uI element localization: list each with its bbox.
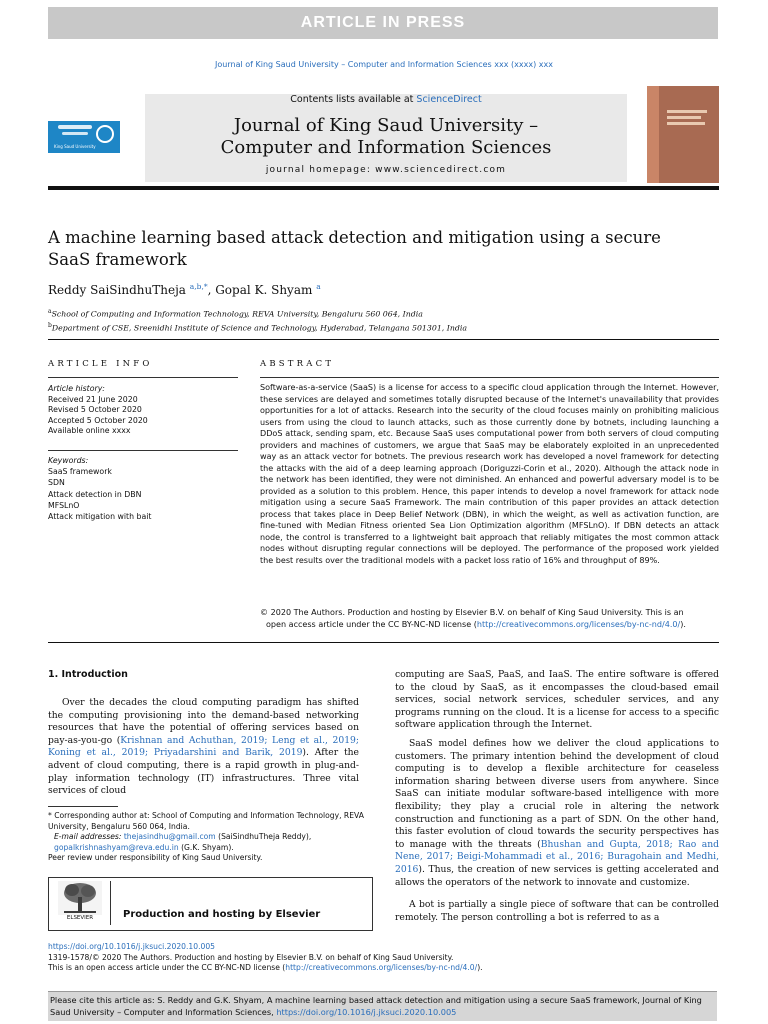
email-link[interactable]: thejasindhu@gmail.com [123,832,216,842]
keyword: MFSLnO [48,500,80,510]
article-in-press-banner: ARTICLE IN PRESS [48,7,718,39]
affiliations: $^a$School of Computing and Information Technology, REVA University, Bengaluru 560 064, India $^b$Department of CSE, Sreenidhi Institute of Science and Technology, Hyderabad, Telangana 501301, India [48,308,467,333]
homepage-link[interactable]: www.sciencedirect.com [375,165,507,175]
citation-box: Please cite this article as: S. Reddy and G.K. Shyam, A machine learning based attack detection and mitigation using a secure SaaS framework, Journal of King Saud University – Computer and Information Sciences, https://doi.org/10.1016/j.jksuci.2020.10.005 [48,991,717,1021]
article-history: Article history: Received 21 June 2020 Revised 5 October 2020 Accepted 5 October 2020 Available online xxxx [48,384,148,436]
license-link[interactable]: http://creativecommons.org/licenses/by-nc-nd/4.0/ [476,619,681,629]
divider [110,881,111,925]
university-logo: King Saud University [48,121,120,153]
journal-homepage: journal homepage: www.sciencedirect.com [265,165,507,175]
header-divider [48,186,719,190]
section-heading: 1. Introduction [48,669,128,680]
contents-line: Contents lists available at ScienceDirect [290,94,482,105]
doi-link[interactable]: https://doi.org/10.1016/j.jksuci.2020.10.005 [276,1007,457,1018]
abstract-text: Software-as-a-service (SaaS) is a license for access to a specific cloud application through the Internet. However, these services are delayed and sometimes totally disrupted because of the Internet's unavailability that provides opportunities for a lot of attacks. Research into the security of the cloud focuses mainly on prohibiting malicious users from using the cloud to launch attacks, such as those currently done by botnets, including launching a DDoS attack, sending spam, etc. Because SaaS uses computational power from both servers of cloud computing providers and machines of customers, we argue that SaaS may be elaborately exploited in an unprecedented way as an attack vector for botnets. The previous research work has developed a novel framework for detecting the attacks with the aid of a deep learning approach (Doriguzzi-Corin et al., 2020). Although the attack node in the network has been identified, they were not diminished. An enhanced and powerful adversary model is to be provided as a solution to this problem. Hence, this paper intends to develop a novel framework for attack node mitigation using a secure SaaS Framework. The main contribution of this paper provides an attack detection process that takes place in Deep Belief Network (DBN), in which the weight, as well as activation function, are fine-tuned with Median Fitness oriented Sea Lion Optimization algorithm (MFSLnO). If DBN detects an attack node, the control is transferred to a lightweight bait approach that reliably mitigates the most common attack nodes without disrupting regular connections will be deployed. The performance of the proposed work yielded the best results over the traditional models with a packet loss ratio of 16% and throughput of 89%. [260,383,719,565]
keyword: Attack mitigation with bait [48,512,152,522]
author-name: Gopal K. Shyam [215,283,313,297]
divider [48,339,719,340]
author-name: Reddy SaiSindhuTheja [48,283,186,297]
abstract-copyright: © 2020 The Authors. Production and hosting by Elsevier B.V. on behalf of King Saud University. This is an open access article under the CC BY-NC-ND license (http://creativecommons.org/licenses/by-nc-nd/4.0/). [260,608,686,629]
keywords: Keywords: SaaS framework SDN Attack detection in DBN MFSLnO Attack mitigation with bait [48,455,238,522]
footnotes: * Corresponding author at: School of Computing and Information Technology, REVA University, Bengaluru 560 064, India. E-mail addresses: thejasindhu@gmail.com (SaiSindhuTheja Reddy), gopalkrishnashyam@reva.edu.in (G.K. Shyam). Peer review under responsibility of King Saud University. [48,811,364,863]
email-link[interactable]: gopalkrishnashyam@reva.edu.in [54,842,179,852]
abstract-heading: ABSTRACT [260,359,335,369]
author-affiliation-mark[interactable]: a,b,* [189,282,208,291]
sciencedirect-link[interactable]: ScienceDirect [416,94,482,105]
keyword: Attack detection in DBN [48,489,142,499]
body-paragraph: Over the decades the cloud computing paradigm has shifted the computing provisioning into the demand-based networking resources that have the potential of offering services based on pay-as-you-go (Krishnan and Achuthan, 2019; Leng et al., 2019; Koning et al., 2019; Priyadarshini and Barik, 2019). After the advent of cloud computing, there is a rapid growth in plug-and-play information technology (IT) infrastructures. Three vital services of cloud [48,697,359,797]
production-label: Production and hosting by Elsevier [123,909,321,920]
article-footer: https://doi.org/10.1016/j.jksuci.2020.10.005 1319-1578/© 2020 The Authors. Production and hosting by Elsevier B.V. on behalf of King Saud University. This is an open access article under the CC BY-NC-ND license (http://creativecommons.org/licenses/by-nc-nd/4.0/). [48,942,719,974]
paper-title: A machine learning based attack detection and mitigation using a secure SaaS framework [48,228,661,269]
body-paragraph: SaaS model defines how we deliver the cloud applications to customers. The primary intention behind the development of cloud computing is to develop a flexible architecture for ceaseless information sharing between diverse users from anywhere. Since SaaS can initiate modular software-based intelligence with more flexibility; they play a crucial role in altering the network construction and functioning as a part of SDN. On the other hand, this faster evolution of cloud towards the security perspectives has to manage with the threats (Bhushan and Gupta, 2018; Rao and Nene, 2017; Beigi-Mohammadi et al., 2016; Buragohain and Medhi, 2016). Thus, the creation of new services is getting accelerated and allows the operators of the network to innovate and customize. [395,738,720,888]
divider [260,377,719,378]
article-info-heading: ARTICLE INFO [48,359,153,369]
divider [48,450,238,451]
citation-link[interactable]: Krishnan and Achuthan, 2019; Leng et al., 2019; Koning et al., 2019; Priyadarshini and Barik, 2019 [48,734,359,759]
keyword: SaaS framework [48,467,112,477]
journal-cover-thumbnail [647,86,719,183]
keyword: SDN [48,478,65,488]
author-affiliation-mark[interactable]: a [316,282,321,291]
journal-title: Journal of King Saud University – Computer and Information Sciences [220,115,552,158]
body-paragraph: A bot is partially a single piece of software that can be controlled remotely. The person controlling a bot is referred to as a [395,899,719,923]
footnote-divider [48,806,118,807]
license-link[interactable]: http://creativecommons.org/licenses/by-nc-nd/4.0/ [285,963,478,973]
citation-link[interactable]: Bhushan and Gupta, 2018; Rao and Nene, 2017; Beigi-Mohammadi et al., 2016; Buragohain and Medhi, 2016 [395,838,720,875]
author-list: Reddy SaiSindhuTheja $^{a,b,*}$, Gopal K. Shyam $^a$ [48,282,321,297]
body-paragraph: computing are SaaS, PaaS, and IaaS. The entire software is offered to the cloud by SaaS, as it encompasses the cloud-based email services, social network services, scheduler services, and any programs running on the cloud. It is a license for access to a specific software application through the Internet. [395,669,719,731]
elsevier-wordmark: ELSEVIER [66,915,94,921]
elsevier-tree-icon [58,881,102,915]
journal-reference-link[interactable]: Journal of King Saud University – Computer and Information Sciences xxx (xxxx) xxx [215,60,553,69]
doi-link[interactable]: https://doi.org/10.1016/j.jksuci.2020.10.005 [48,942,215,951]
divider [48,642,719,643]
divider [48,377,238,378]
